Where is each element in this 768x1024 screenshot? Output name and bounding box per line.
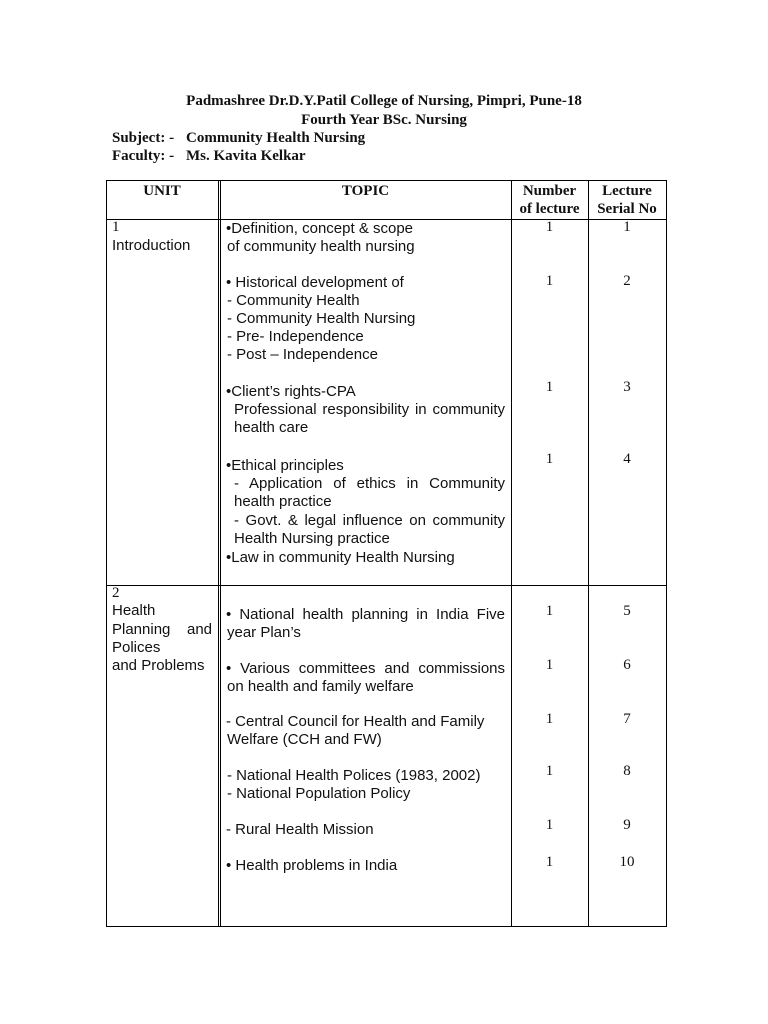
lecture-count: 1 xyxy=(545,451,554,467)
lecture-serial-no: 10 xyxy=(619,854,635,870)
unit-number: 2 xyxy=(112,585,120,601)
topic-line: health practice xyxy=(234,493,332,510)
topic-line: Health Nursing practice xyxy=(234,530,390,547)
topic-line: - Central Council for Health and Family xyxy=(226,713,485,730)
course-title: Fourth Year BSc. Nursing xyxy=(301,112,467,128)
unit-title-line: Health xyxy=(112,602,156,619)
unit-title-line: Introduction xyxy=(112,237,191,254)
lecture-count: 1 xyxy=(545,854,554,870)
lecture-serial-no: 4 xyxy=(623,451,631,467)
column-header-unit: UNIT xyxy=(143,183,181,199)
column-divider xyxy=(511,180,512,927)
column-divider xyxy=(588,180,589,927)
lecture-count: 1 xyxy=(545,219,554,235)
topic-line: on health and family welfare xyxy=(227,678,414,695)
topic-line: - Application of ethics in Community xyxy=(234,475,505,492)
topic-line: - National Health Polices (1983, 2002) xyxy=(227,767,481,784)
lecture-serial-no: 6 xyxy=(623,657,631,673)
lecture-count: 1 xyxy=(545,711,554,727)
institution-title: Padmashree Dr.D.Y.Patil College of Nursing, Pimpri, Pune-18 xyxy=(186,93,582,109)
topic-line: •Client’s rights-CPA xyxy=(226,383,356,400)
column-header-lecture-serial-no: Serial No xyxy=(597,201,657,217)
topic-line: • National health planning in India Five xyxy=(226,606,505,623)
column-divider xyxy=(220,180,221,927)
column-divider xyxy=(218,180,219,927)
lecture-count: 1 xyxy=(545,603,554,619)
topic-line: - Rural Health Mission xyxy=(226,821,374,838)
lecture-serial-no: 7 xyxy=(623,711,631,727)
topic-line: year Plan’s xyxy=(227,624,301,641)
lecture-count: 1 xyxy=(545,379,554,395)
topic-line: - Pre- Independence xyxy=(227,328,364,345)
faculty-label: Faculty: - xyxy=(112,148,175,164)
lecture-serial-no: 5 xyxy=(623,603,631,619)
unit-title-line: Planning and xyxy=(112,621,212,638)
topic-line: - Community Health Nursing xyxy=(227,310,416,327)
topic-line: •Definition, concept & scope xyxy=(226,220,414,237)
lecture-count: 1 xyxy=(545,763,554,779)
topic-line: - National Population Policy xyxy=(227,785,411,802)
row-divider xyxy=(106,585,667,586)
topic-line: - Post – Independence xyxy=(227,346,378,363)
subject-value: Community Health Nursing xyxy=(186,130,366,146)
topic-line: Welfare (CCH and FW) xyxy=(227,731,382,748)
subject-label: Subject: - xyxy=(112,130,175,146)
lecture-count: 1 xyxy=(545,273,554,289)
lecture-count: 1 xyxy=(545,657,554,673)
topic-line: • Various committees and commissions xyxy=(226,660,505,677)
lecture-count: 1 xyxy=(545,817,554,833)
topic-line: - Govt. & legal influence on community xyxy=(234,512,505,529)
unit-title-line: and Problems xyxy=(112,657,205,674)
topic-line: •Ethical principles xyxy=(226,457,344,474)
lecture-serial-no: 1 xyxy=(623,219,631,235)
topic-line: of community health nursing xyxy=(227,238,415,255)
column-header-number-of-lecture: of lecture xyxy=(519,201,580,217)
lecture-serial-no: 3 xyxy=(623,379,631,395)
column-header-number-of-lecture: Number xyxy=(522,183,577,199)
topic-line: - Community Health xyxy=(227,292,360,309)
column-header-topic: TOPIC xyxy=(341,183,390,199)
topic-line: • Health problems in India xyxy=(226,857,398,874)
topic-line: •Law in community Health Nursing xyxy=(226,549,455,566)
unit-title-line: Polices xyxy=(112,639,161,656)
unit-number: 1 xyxy=(112,219,120,235)
lecture-serial-no: 9 xyxy=(623,817,631,833)
topic-line: health care xyxy=(234,419,309,436)
topic-line: Professional responsibility in community xyxy=(234,401,505,418)
topic-line: • Historical development of xyxy=(226,274,404,291)
lecture-serial-no: 2 xyxy=(623,273,631,289)
faculty-value: Ms. Kavita Kelkar xyxy=(186,148,306,164)
column-header-lecture-serial-no: Lecture xyxy=(602,183,652,199)
lecture-serial-no: 8 xyxy=(623,763,631,779)
